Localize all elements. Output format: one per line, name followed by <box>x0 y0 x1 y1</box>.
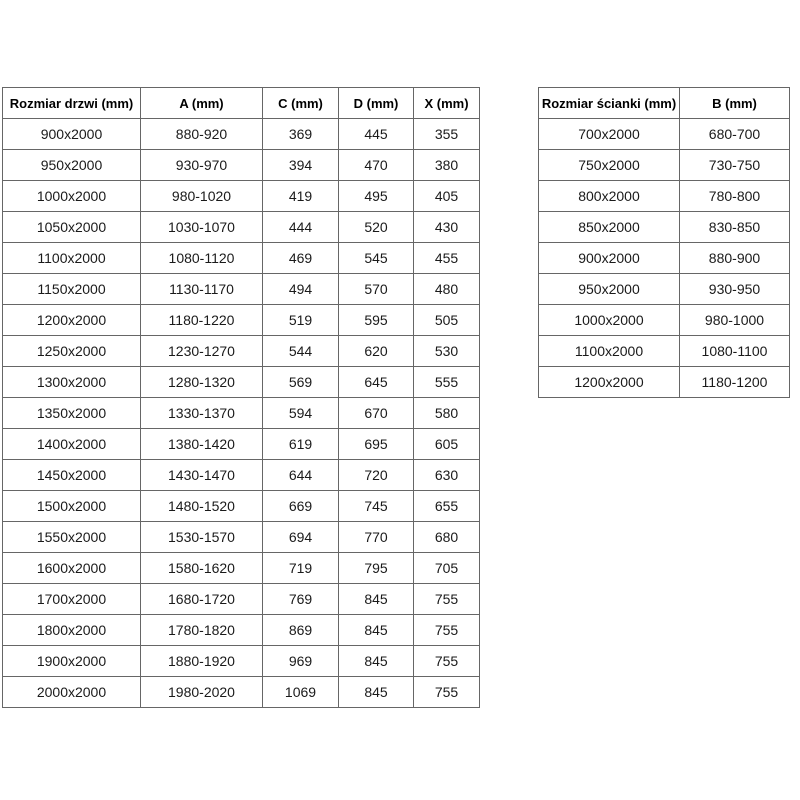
table-cell: 680-700 <box>680 119 790 150</box>
header-row <box>3 88 480 119</box>
table-row <box>3 243 480 274</box>
table-cell: 755 <box>414 646 480 677</box>
table-cell: 1230-1270 <box>141 336 263 367</box>
table-cell: 1680-1720 <box>141 584 263 615</box>
table-cell: 769 <box>263 584 339 615</box>
table-cell: 1250x2000 <box>3 336 141 367</box>
table-cell: 750x2000 <box>539 150 680 181</box>
table-cell: 1350x2000 <box>3 398 141 429</box>
table-cell: 645 <box>339 367 414 398</box>
table-cell: 355 <box>414 119 480 150</box>
table-cell: 2000x2000 <box>3 677 141 708</box>
table-cell: 800x2000 <box>539 181 680 212</box>
table-cell: 869 <box>263 615 339 646</box>
table-cell: 1280-1320 <box>141 367 263 398</box>
table-cell: 755 <box>414 677 480 708</box>
table-row <box>539 119 790 150</box>
table-cell: 494 <box>263 274 339 305</box>
table-body <box>3 119 480 708</box>
table-cell: 1030-1070 <box>141 212 263 243</box>
table-header-row-group <box>539 88 790 119</box>
table-cell: 1300x2000 <box>3 367 141 398</box>
table-cell: 1530-1570 <box>141 522 263 553</box>
table-cell: 394 <box>263 150 339 181</box>
table-cell: 619 <box>263 429 339 460</box>
table-cell: 655 <box>414 491 480 522</box>
table-cell: 580 <box>414 398 480 429</box>
table-row <box>539 181 790 212</box>
table-cell: 630 <box>414 460 480 491</box>
table-cell: 505 <box>414 305 480 336</box>
table-cell: 644 <box>263 460 339 491</box>
table-cell: 555 <box>414 367 480 398</box>
table-cell: 1080-1100 <box>680 336 790 367</box>
table-cell: 930-970 <box>141 150 263 181</box>
table-cell: 720 <box>339 460 414 491</box>
table-cell: 1400x2000 <box>3 429 141 460</box>
table-cell: 770 <box>339 522 414 553</box>
table-cell: 900x2000 <box>3 119 141 150</box>
table-cell: 1050x2000 <box>3 212 141 243</box>
table-cell: 1700x2000 <box>3 584 141 615</box>
table-cell: 1200x2000 <box>3 305 141 336</box>
table-cell: 705 <box>414 553 480 584</box>
table-cell: 950x2000 <box>539 274 680 305</box>
table-cell: 1180-1220 <box>141 305 263 336</box>
table-row <box>3 429 480 460</box>
column-header: X (mm) <box>414 88 480 119</box>
table-cell: 845 <box>339 677 414 708</box>
table-cell: 1130-1170 <box>141 274 263 305</box>
wall-size-table <box>538 87 790 398</box>
table-cell: 470 <box>339 150 414 181</box>
table-row <box>539 150 790 181</box>
table-cell: 1000x2000 <box>539 305 680 336</box>
table-cell: 669 <box>263 491 339 522</box>
table-cell: 930-950 <box>680 274 790 305</box>
table-cell: 1500x2000 <box>3 491 141 522</box>
table-row <box>3 522 480 553</box>
table-cell: 595 <box>339 305 414 336</box>
table-cell: 745 <box>339 491 414 522</box>
table-cell: 469 <box>263 243 339 274</box>
table-row <box>539 274 790 305</box>
table-cell: 1380-1420 <box>141 429 263 460</box>
table-row <box>3 212 480 243</box>
table-cell: 1430-1470 <box>141 460 263 491</box>
table-row <box>3 553 480 584</box>
table-cell: 419 <box>263 181 339 212</box>
column-header: Rozmiar drzwi (mm) <box>3 88 141 119</box>
table-cell: 1080-1120 <box>141 243 263 274</box>
table-cell: 445 <box>339 119 414 150</box>
table-cell: 444 <box>263 212 339 243</box>
table-cell: 845 <box>339 584 414 615</box>
table-cell: 695 <box>339 429 414 460</box>
table-cell: 880-920 <box>141 119 263 150</box>
table-row <box>3 677 480 708</box>
table-cell: 569 <box>263 367 339 398</box>
table-cell: 594 <box>263 398 339 429</box>
table-row <box>3 367 480 398</box>
table-row <box>3 181 480 212</box>
table-cell: 1580-1620 <box>141 553 263 584</box>
table-cell: 845 <box>339 615 414 646</box>
table-row <box>539 243 790 274</box>
table-row <box>3 646 480 677</box>
table-row <box>539 305 790 336</box>
table-cell: 780-800 <box>680 181 790 212</box>
table-cell: 795 <box>339 553 414 584</box>
table-header-row-group <box>3 88 480 119</box>
table-cell: 969 <box>263 646 339 677</box>
table-cell: 520 <box>339 212 414 243</box>
table-cell: 545 <box>339 243 414 274</box>
column-header: D (mm) <box>339 88 414 119</box>
table-row <box>3 274 480 305</box>
table-row <box>539 212 790 243</box>
table-cell: 1450x2000 <box>3 460 141 491</box>
door-size-table <box>2 87 480 708</box>
table-row <box>539 336 790 367</box>
table-row <box>3 305 480 336</box>
table-cell: 1100x2000 <box>539 336 680 367</box>
table-cell: 1900x2000 <box>3 646 141 677</box>
table-cell: 1980-2020 <box>141 677 263 708</box>
column-header: A (mm) <box>141 88 263 119</box>
table-cell: 1600x2000 <box>3 553 141 584</box>
table-cell: 430 <box>414 212 480 243</box>
table-cell: 1100x2000 <box>3 243 141 274</box>
table-cell: 605 <box>414 429 480 460</box>
table-cell: 1330-1370 <box>141 398 263 429</box>
table-cell: 1550x2000 <box>3 522 141 553</box>
table-cell: 670 <box>339 398 414 429</box>
table-cell: 1480-1520 <box>141 491 263 522</box>
table-cell: 980-1000 <box>680 305 790 336</box>
table-cell: 700x2000 <box>539 119 680 150</box>
table-cell: 755 <box>414 584 480 615</box>
table-cell: 980-1020 <box>141 181 263 212</box>
table-cell: 755 <box>414 615 480 646</box>
table-cell: 480 <box>414 274 480 305</box>
table-row <box>3 615 480 646</box>
column-header: B (mm) <box>680 88 790 119</box>
table-cell: 880-900 <box>680 243 790 274</box>
column-header: C (mm) <box>263 88 339 119</box>
table-cell: 530 <box>414 336 480 367</box>
table-cell: 380 <box>414 150 480 181</box>
table-cell: 1880-1920 <box>141 646 263 677</box>
table-row <box>3 336 480 367</box>
table-row <box>3 119 480 150</box>
table-cell: 1069 <box>263 677 339 708</box>
table-row <box>3 460 480 491</box>
table-cell: 570 <box>339 274 414 305</box>
table-cell: 519 <box>263 305 339 336</box>
table-row <box>539 367 790 398</box>
table-cell: 620 <box>339 336 414 367</box>
table-cell: 1000x2000 <box>3 181 141 212</box>
table-cell: 730-750 <box>680 150 790 181</box>
header-row <box>539 88 790 119</box>
table-row <box>3 150 480 181</box>
table-cell: 1800x2000 <box>3 615 141 646</box>
table-cell: 830-850 <box>680 212 790 243</box>
table-cell: 680 <box>414 522 480 553</box>
column-header: Rozmiar ścianki (mm) <box>539 88 680 119</box>
table-cell: 369 <box>263 119 339 150</box>
table-cell: 719 <box>263 553 339 584</box>
table-cell: 950x2000 <box>3 150 141 181</box>
table-cell: 1780-1820 <box>141 615 263 646</box>
table-cell: 845 <box>339 646 414 677</box>
table-cell: 544 <box>263 336 339 367</box>
table-row <box>3 398 480 429</box>
table-body <box>539 119 790 398</box>
table-cell: 455 <box>414 243 480 274</box>
table-cell: 694 <box>263 522 339 553</box>
table-cell: 1150x2000 <box>3 274 141 305</box>
table-cell: 1180-1200 <box>680 367 790 398</box>
table-cell: 495 <box>339 181 414 212</box>
table-row <box>3 584 480 615</box>
table-cell: 1200x2000 <box>539 367 680 398</box>
table-row <box>3 491 480 522</box>
table-cell: 405 <box>414 181 480 212</box>
table-cell: 850x2000 <box>539 212 680 243</box>
table-cell: 900x2000 <box>539 243 680 274</box>
